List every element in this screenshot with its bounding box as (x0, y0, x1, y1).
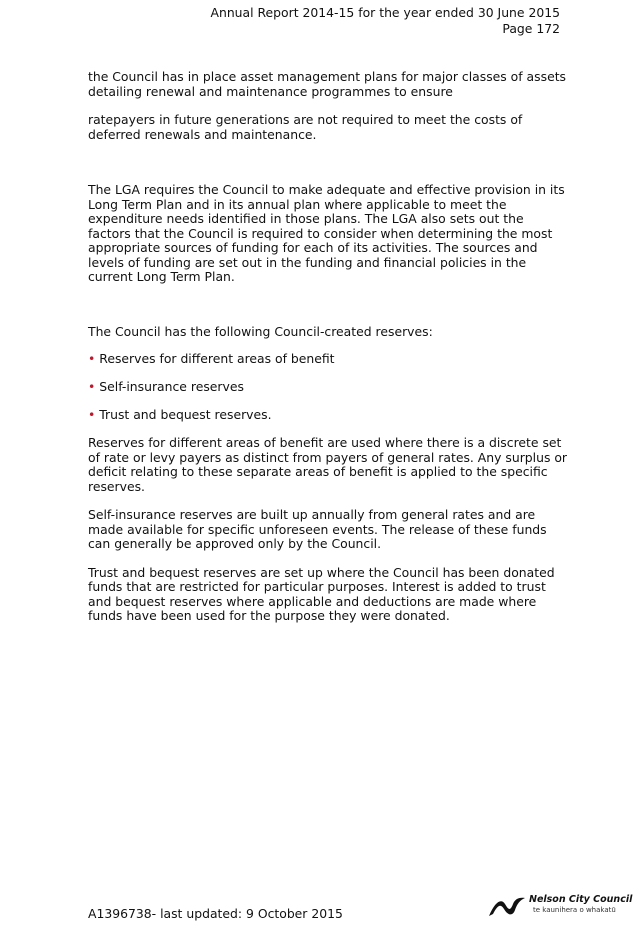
paragraph-reserves-intro: The Council has the following Council-created reserves: (88, 323, 433, 339)
page-header (211, 5, 561, 37)
list-item (88, 380, 568, 395)
logo-tagline: te kaunihera o whakatū (533, 906, 616, 914)
paragraph-areas-of-benefit: Reserves for different areas of benefit are used where there is a discrete set of rate or levy payers as distinct from payers of general rates. Any surplus or deficit relating to these separate areas of benefit is applied to the specific reserves. (88, 435, 568, 494)
bullet-text: Self-insurance reserves (99, 379, 244, 394)
bullet-icon: • (88, 407, 96, 422)
list-item (88, 352, 568, 367)
page-number: Page 172 (502, 21, 560, 36)
council-logo (487, 892, 633, 922)
paragraph-ratepayers: ratepayers in future generations are not required to meet the costs of deferred renewals and maintenance. (88, 112, 523, 142)
paragraph-asset-plans: the Council has in place asset management plans for major classes of assets detailing renewal and maintenance programmes to ensure (88, 69, 567, 99)
paragraph-lga: The LGA requires the Council to make adequate and effective provision in its Long Term Plan and in its annual plan where applicable to meet the expenditure needs identified in those plans. The LGA also sets out the factors that the Council is required to consider when determining the most appropriate sources of funding for each of its activities. The sources and levels of funding are set out in the funding and financial policies in the current Long Term Plan. (88, 182, 565, 284)
document-reference: A1396738- last updated: 9 October 2015 (88, 906, 343, 921)
bullet-text: Reserves for different areas of benefit (99, 351, 335, 366)
paragraph-self-insurance: Self-insurance reserves are built up annually from general rates and are made available for specific unforeseen events. The release of these funds can generally be approved only by the Council. (88, 507, 547, 551)
bullet-text: Trust and bequest reserves. (99, 407, 272, 422)
list-item (88, 408, 568, 423)
main-content (88, 70, 568, 624)
bullet-icon: • (88, 379, 96, 394)
logo-name: Nelson City Council (529, 894, 633, 905)
bullet-icon: • (88, 351, 96, 366)
paragraph-trust-bequest: Trust and bequest reserves are set up where the Council has been donated funds that are restricted for particular purposes. Interest is added to trust and bequest reserves where applicable and deductions are made where funds have been used for the purpose they were donated. (88, 564, 555, 623)
report-title: Annual Report 2014-15 for the year ended 30 June 2015 (210, 5, 560, 20)
council-logo-icon (487, 894, 527, 920)
